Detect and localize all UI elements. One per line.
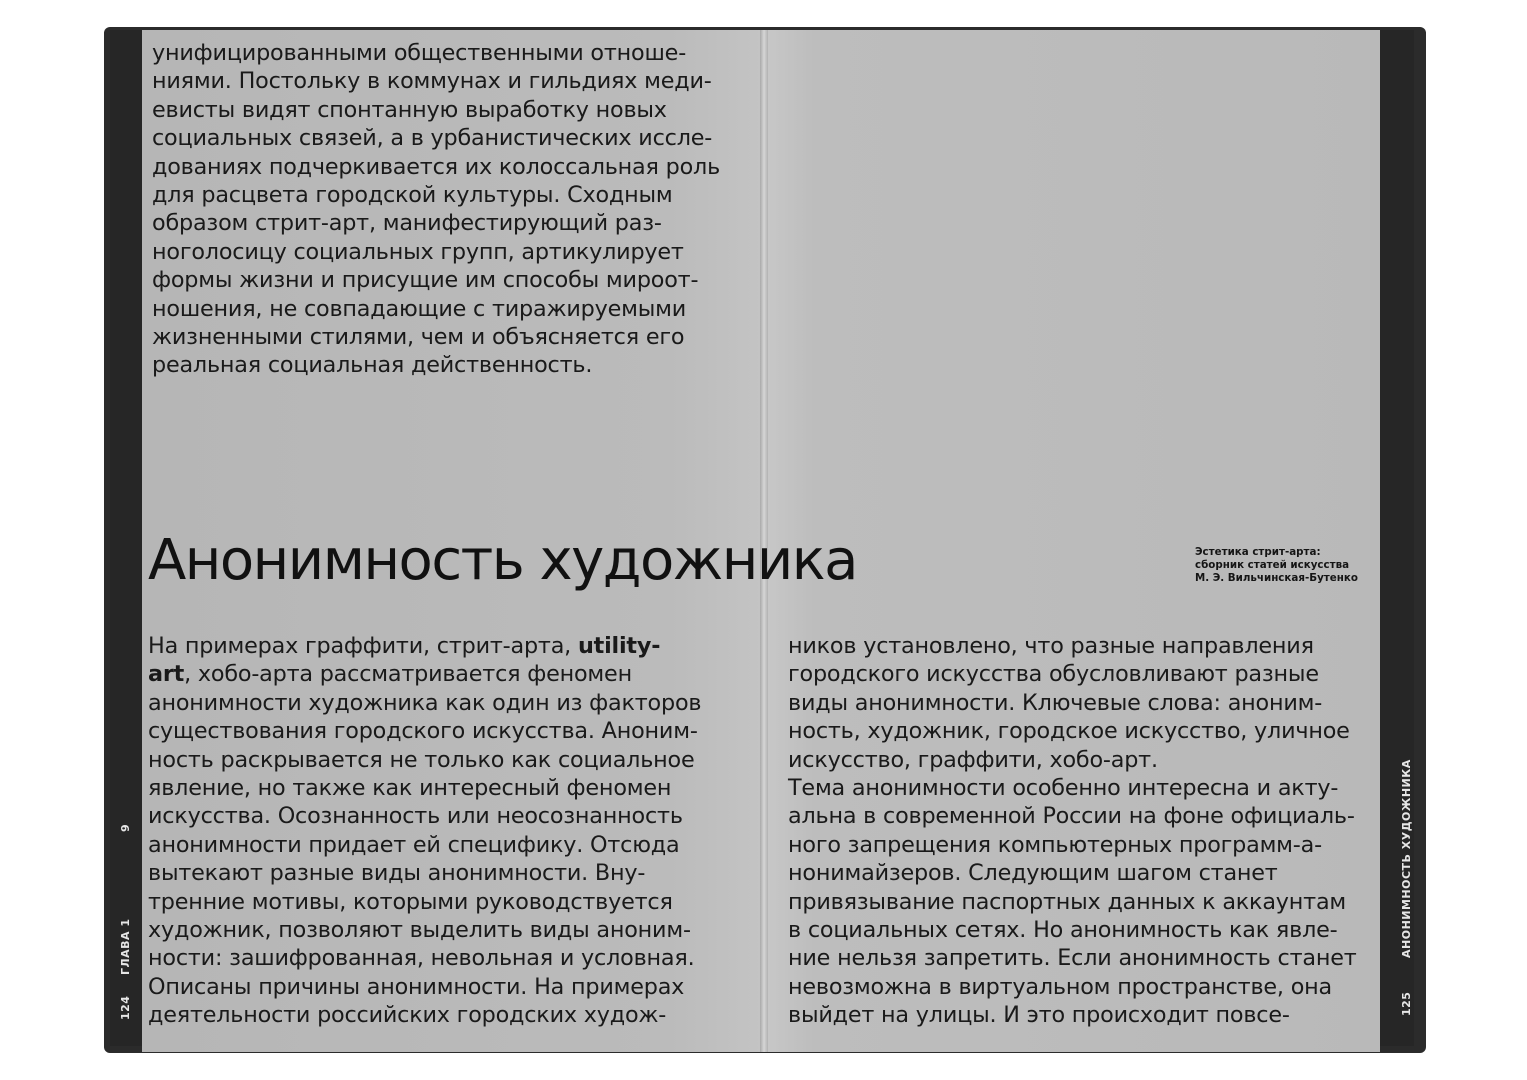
left-page-number: 124 — [119, 995, 132, 1020]
abstract-bold-term: utility- art — [148, 633, 661, 688]
chapter-number: 9 — [119, 823, 132, 832]
source-citation: Эстетика стрит-арта: сборник статей искусства М. Э. Вильчинская-Бутенко — [1195, 546, 1358, 584]
abstract-rest: , хобо-арта рассматривается феномен анонимности художника как один из факторов существования городского искусства. Аноним- ность раскрывается не только как социальное явление, но также как интересный феномен искусства. Осознанность или неосознанность анонимности придает ей специфику. Отсюда вытекают разные виды анонимности. Вну- тренние мотивы, которыми руководствуется художник, позволяют выделить виды аноним- ности: зашифрованная, невольная и условная. Описаны причины анонимности. На примерах деятельности российских городских худож- — [148, 661, 702, 1029]
left-margin-strip — [110, 30, 142, 1046]
top-paragraph: унифицированными общественными отноше- ниями. Постольку в коммунах и гильдиях меди- евисты видят спонтанную выработку новых социальных связей, а в урбанистических иссле- дованиях подчеркивается их колоссальная роль для расцвета городской культуры. Сходным образом стрит-арт, манифестирующий раз- ноголосицу социальных групп, артикулирует формы жизни и присущие им способы мироот- ношения, не совпадающие с тиражируемыми жизненными стилями, чем и объясняется его реальная социальная действенность. — [152, 40, 721, 379]
chapter-label: ГЛАВА 1 — [119, 918, 132, 975]
abstract-intro: На примерах граффити, стрит-арта, — [148, 633, 578, 659]
abstract-right-column: ников установлено, что разные направления городского искусства обусловливают разные виды анонимности. Ключевые слова: аноним- ность, художник, городское искусство, уличное искусство, граффити, хобо-арт. Тема анонимности особенно интересна и акту- альна в современной России на фоне официаль- ного запрещения компьютерных программ-а- нонимайзеров. Следующим шагом станет привязывание паспортных данных к аккаунтам в социальных сетях. Но анонимность как явле- ние нельзя запретить. Если анонимность станет невозможна в виртуальном пространстве, она выйдет на улицы. И это происходит повсе- — [788, 633, 1357, 1029]
abstract-left-column — [148, 632, 701, 1030]
running-head-section: АНОНИМНОСТЬ ХУДОЖНИКА — [1400, 759, 1413, 958]
article-heading: Анонимность художника — [148, 528, 857, 593]
right-page-number: 125 — [1400, 991, 1413, 1016]
